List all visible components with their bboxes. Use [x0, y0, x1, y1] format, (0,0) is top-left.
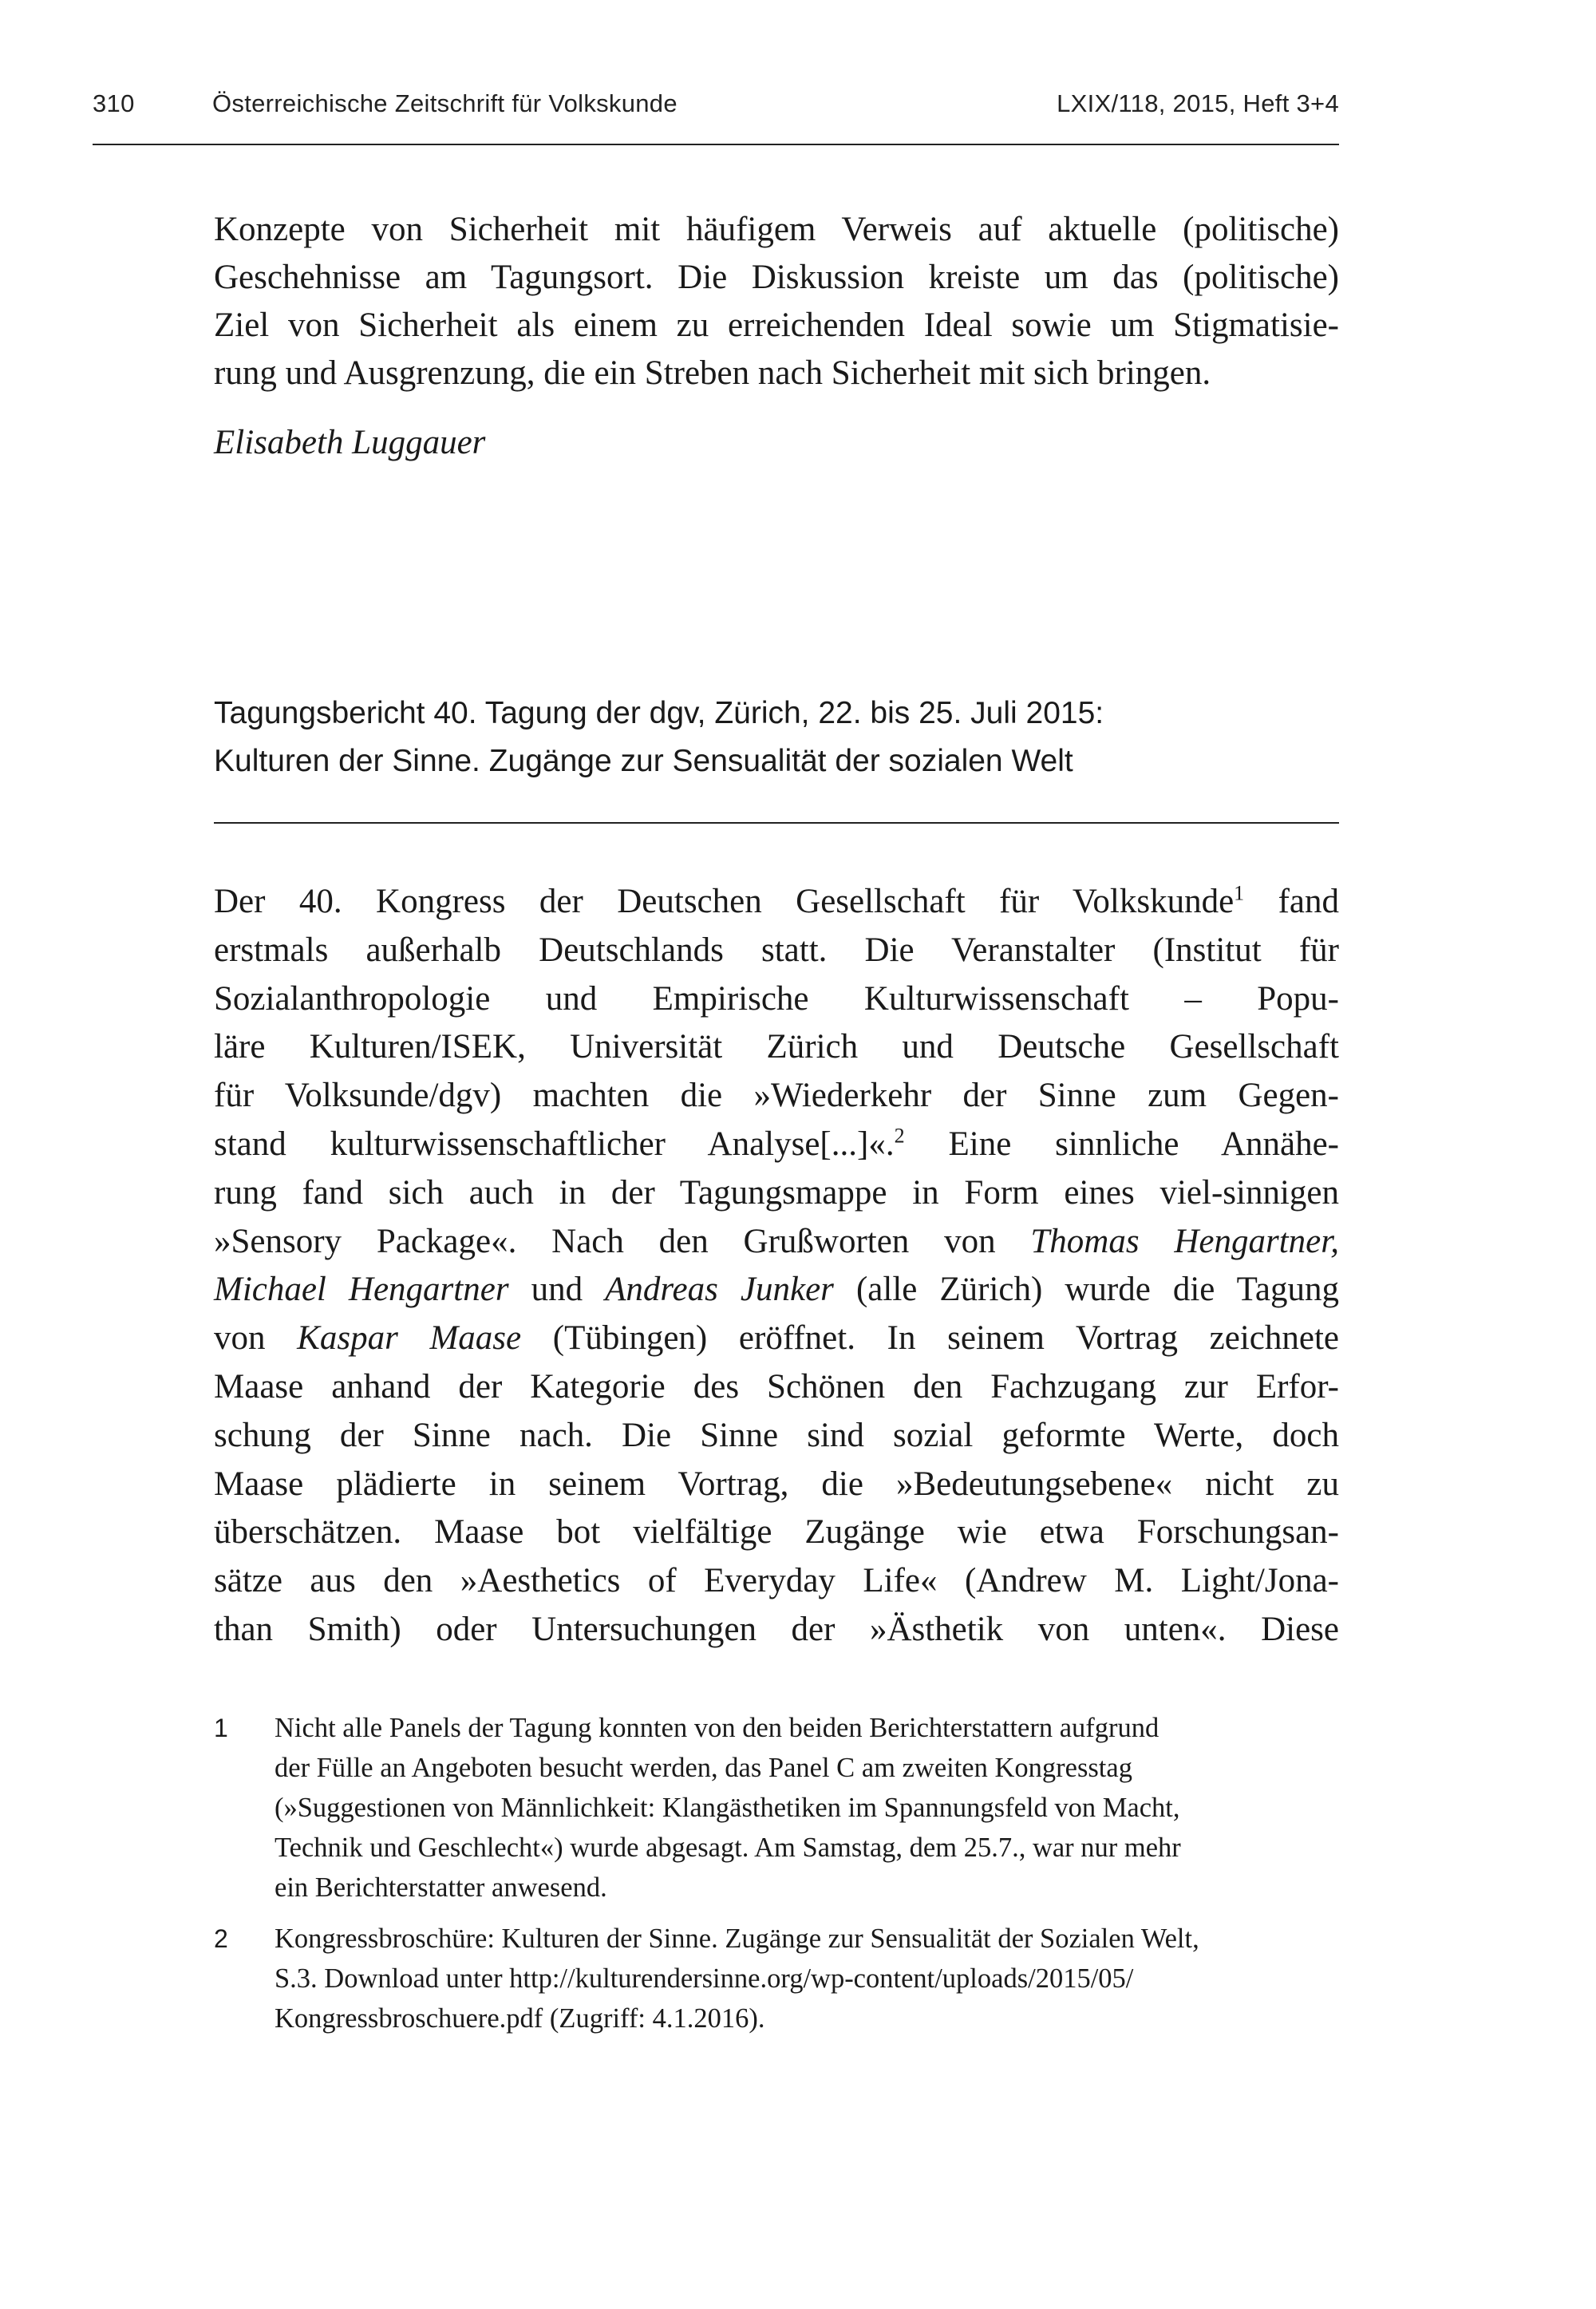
footnote-ref[interactable]: 2	[894, 1124, 905, 1148]
text-line: für Volksunde/dgv) machten die »Wiederkehr der Sinne zum Gegen-	[214, 1077, 1339, 1115]
footnote-line: Nicht alle Panels der Tagung konnten von den beiden Berichterstattern aufgrund	[275, 1713, 1159, 1743]
person-name: Michael Hengartner	[214, 1271, 509, 1309]
text-line: Geschehnisse am Tagungsort. Die Diskussion kreiste um das (politische)	[214, 259, 1339, 296]
footnote-line: S.3. Download unter http://kulturendersinne.org/wp-content/uploads/2015/05/	[275, 1963, 1134, 1994]
running-header	[93, 89, 1339, 145]
text-line: Konzepte von Sicherheit mit häufigem Verweis auf aktuelle (politische)	[214, 211, 1339, 248]
text-line	[214, 1266, 1339, 1315]
footnotes	[214, 1708, 1339, 2050]
footnote-line: ein Berichterstatter anwesend.	[275, 1872, 607, 1903]
text-segment: »Sensory Package«. Nach den Grußworten von	[214, 1222, 1031, 1260]
report-title	[214, 690, 1339, 785]
text-line: läre Kulturen/ISEK, Universität Zürich und Deutsche Gesellschaft	[214, 1028, 1339, 1066]
issue-info: LXIX/118, 2015, Heft 3+4	[1057, 89, 1339, 117]
text-line: rung fand sich auch in der Tagungsmappe in Form eines viel-sinnigen	[214, 1173, 1339, 1212]
title-line: Tagungsbericht 40. Tagung der dgv, Zürich, 22. bis 25. Juli 2015:	[214, 696, 1104, 730]
journal-title: Österreichische Zeitschrift für Volkskunde	[212, 89, 678, 117]
footnote	[214, 1708, 1339, 1908]
text-line: Sozialanthropologie und Empirische Kulturwissenschaft – Popu-	[214, 979, 1339, 1018]
text-line: schung der Sinne nach. Die Sinne sind sozial geformte Werte, doch	[214, 1416, 1339, 1454]
footnote	[214, 1919, 1339, 2038]
footnote-line: (»Suggestionen von Männlichkeit: Klangästhetiken im Spannungsfeld von Macht,	[275, 1793, 1180, 1823]
footnote-line: Kongressbroschuere.pdf (Zugriff: 4.1.2016).	[275, 2003, 765, 2034]
page-number: 310	[93, 89, 135, 117]
footnote-number: 2	[214, 1924, 228, 1953]
text-line	[214, 1315, 1339, 1363]
text-segment: Eine sinnliche Annähe-	[904, 1125, 1340, 1163]
text-segment: von	[214, 1319, 298, 1358]
author-signature: Elisabeth Luggauer	[214, 424, 486, 461]
text-segment: (Tübingen) eröffnet. In seinem Vortrag zeichnete	[521, 1319, 1339, 1358]
footnote-ref[interactable]: 1	[1234, 881, 1245, 905]
text-line: Maase plädierte in seinem Vortrag, die »Bedeutungsebene« nicht zu	[214, 1465, 1339, 1503]
footnote-line: der Fülle an Angeboten besucht werden, das Panel C am zweiten Kongresstag	[275, 1753, 1132, 1783]
footnote-number: 1	[214, 1714, 228, 1742]
text-line: erstmals außerhalb Deutschlands statt. Die Veranstalter (Institut für	[214, 931, 1339, 969]
text-line	[214, 878, 1339, 927]
text-line: sätze aus den »Aesthetics of Everyday Life« (Andrew M. Light/Jona-	[214, 1562, 1339, 1600]
text-segment: und	[508, 1271, 606, 1309]
footnote-line: Technik und Geschlecht«) wurde abgesagt. Am Samstag, dem 25.7., war nur mehr	[275, 1833, 1181, 1863]
footnote-text	[275, 1708, 1339, 1908]
body-paragraph	[214, 878, 1339, 1655]
person-name: Andreas Junker	[605, 1271, 834, 1309]
text-line: rung und Ausgrenzung, die ein Streben nach Sicherheit mit sich bringen.	[214, 354, 1211, 392]
person-name: Thomas Hengartner,	[1030, 1222, 1339, 1260]
text-segment: fand	[1244, 883, 1339, 920]
title-line: Kulturen der Sinne. Zugänge zur Sensualität der sozialen Welt	[214, 744, 1073, 778]
footnote-line: Kongressbroschüre: Kulturen der Sinne. Zugänge zur Sensualität der Sozialen Welt,	[275, 1924, 1199, 1954]
text-segment: Der 40. Kongress der Deutschen Gesellschaft für Volkskunde	[214, 883, 1235, 920]
text-segment: stand kulturwissenschaftlicher Analyse[...]«.	[214, 1125, 895, 1163]
text-line: Maase anhand der Kategorie des Schönen den Fachzugang zur Erfor-	[214, 1367, 1339, 1406]
person-name: Kaspar Maase	[297, 1319, 522, 1358]
text-line	[214, 1121, 1339, 1169]
title-divider	[214, 822, 1339, 824]
text-line: überschätzen. Maase bot vielfältige Zugänge wie etwa Forschungsan-	[214, 1513, 1339, 1552]
intro-paragraph	[214, 206, 1339, 397]
text-line: Ziel von Sicherheit als einem zu erreichenden Ideal sowie um Stigmatisie-	[214, 306, 1339, 344]
footnote-text	[275, 1919, 1339, 2038]
text-line: than Smith) oder Untersuchungen der »Ästhetik von unten«. Diese	[214, 1610, 1339, 1648]
text-segment: (alle Zürich) wurde die Tagung	[833, 1271, 1340, 1309]
text-line	[214, 1218, 1339, 1267]
